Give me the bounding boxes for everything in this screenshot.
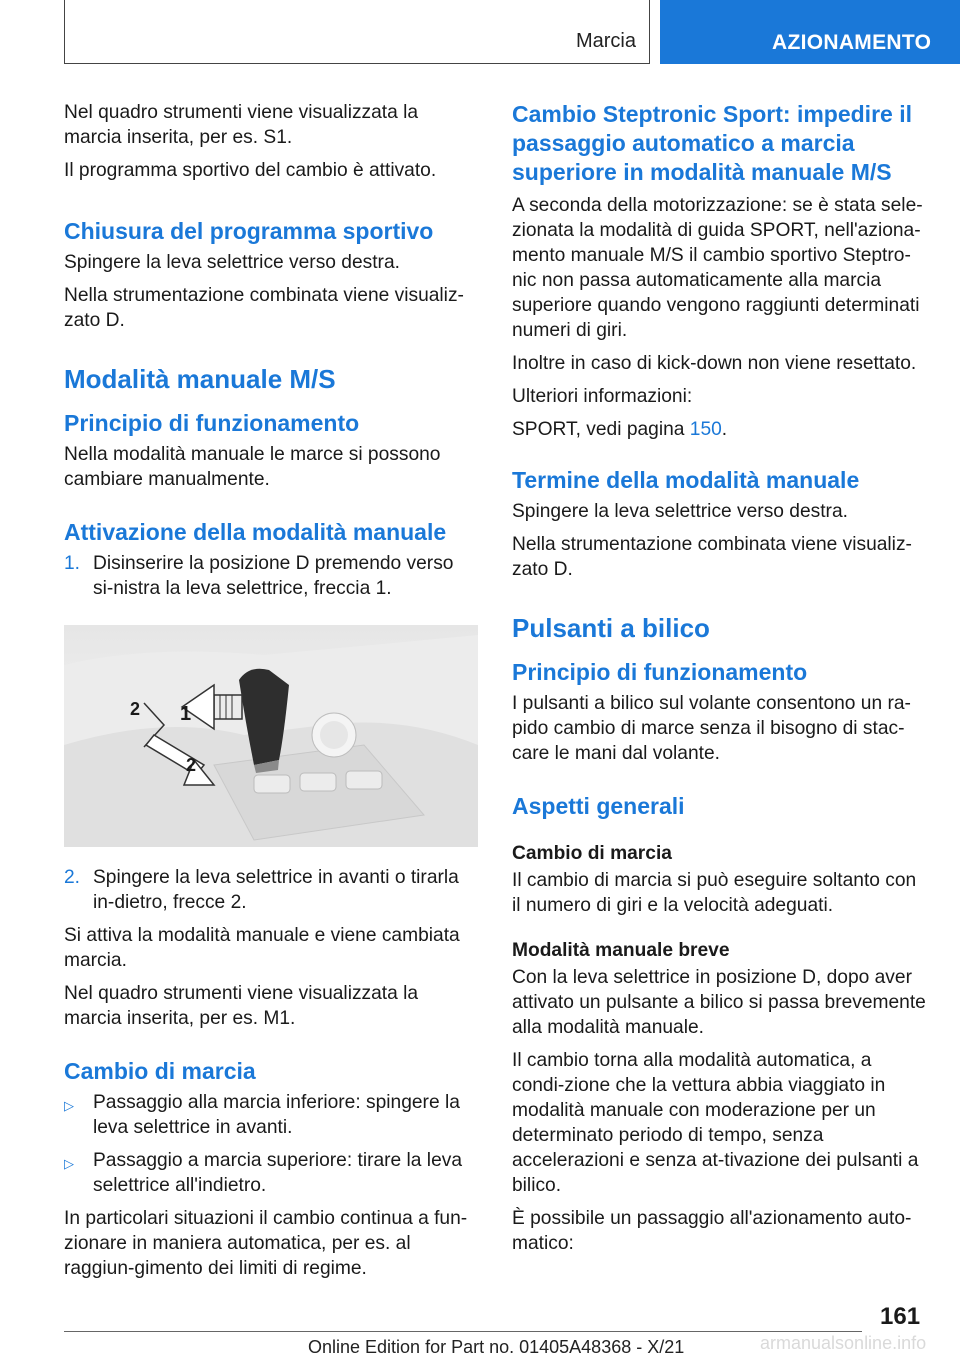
heading-principio: Principio di funzionamento (512, 659, 808, 685)
paragraph: Nel quadro strumenti viene visualizzata la marcia inserita, per es. M1. (64, 983, 419, 1029)
figure-label-2-bottom: 2 (186, 755, 197, 775)
triangle-bullet-icon: ▷ (64, 1098, 74, 1113)
reference-text: SPORT, vedi pagina (512, 419, 685, 440)
paragraph: Nella modalità manuale le marce si possono cambiare manualmente. (64, 444, 441, 490)
heading-modalita-manuale: Modalità manuale M/S (64, 364, 336, 394)
bullet-item (64, 1148, 476, 1198)
reference-end: . (721, 419, 728, 440)
step-text: Disinserire la posizione D premendo verso si-nistra la leva selettrice, freccia 1. (93, 553, 454, 599)
header-chapter-tab: AZIONAMENTO (660, 0, 960, 64)
footer-divider (64, 1331, 862, 1332)
bullet-item (64, 1090, 476, 1140)
paragraph: Spingere la leva selettrice verso destra. (64, 252, 400, 273)
step-text: Spingere la leva selettrice in avanti o tirarla in-dietro, frecce 2. (93, 867, 459, 913)
subheading-breve: Modalità manuale breve (512, 940, 730, 961)
header-section-title: Marcia (575, 30, 636, 52)
step-2 (64, 865, 476, 915)
heading-attivazione: Attivazione della modalità manuale (64, 519, 447, 545)
step-number: 2. (64, 867, 81, 888)
paragraph: Ulteriori informazioni: (512, 386, 693, 407)
bullet-text: Passaggio alla marcia inferiore: spingere la leva selettrice in avanti. (93, 1092, 460, 1138)
heading-aspetti: Aspetti generali (512, 793, 685, 819)
step-1 (64, 551, 476, 601)
bullet-text: Passaggio a marcia superiore: tirare la leva selettrice all'indietro. (93, 1150, 463, 1196)
header-frame (64, 0, 650, 64)
page-link[interactable]: 150 (689, 419, 722, 440)
paragraph: È possibile un passaggio all'azionamento auto-matico: (512, 1208, 912, 1254)
page-number: 161 (880, 1303, 921, 1330)
gear-selector-illustration (64, 625, 478, 847)
heading-chiusura: Chiusura del programma sportivo (64, 218, 434, 244)
figure-label-1: 1 (180, 703, 192, 725)
paragraph: Inoltre in caso di kick-down non viene resettato. (512, 353, 917, 374)
paragraph: Nella strumentazione combinata viene visualiz-zato D. (512, 534, 912, 580)
right-column (512, 100, 928, 1264)
paragraph: Nella strumentazione combinata viene visualiz-zato D. (64, 285, 464, 331)
triangle-bullet-icon: ▷ (64, 1156, 74, 1171)
cross-reference (512, 417, 928, 442)
paragraph: Il cambio torna alla modalità automatica, a condi-zione che la vettura abbia viaggiato in modalità manuale con moderazione per un determinato periodo di tempo, senza accelerazioni e senza at-tivazione dei pulsanti a bilico. (512, 1050, 919, 1196)
paragraph: Si attiva la modalità manuale e viene cambiata marcia. (64, 925, 460, 971)
paragraph: Il cambio di marcia si può eseguire soltanto con il numero di giri e la velocità adeguati. (512, 870, 917, 916)
paragraph: A seconda della motorizzazione: se è stata sele-zionata la modalità di guida SPORT, nell'aziona-mento manuale M/S il cambio sportivo Steptro-nic non passa automaticamente alla marcia superiore quando vengono raggiunti determinati numeri di giri. (512, 195, 923, 341)
heading-pulsanti: Pulsanti a bilico (512, 613, 710, 643)
paragraph: Nel quadro strumenti viene visualizzata la marcia inserita, per es. S1. (64, 102, 419, 148)
paragraph: I pulsanti a bilico sul volante consentono un ra-pido cambio di marce senza il bisogno di stac-care le mani dal volante. (512, 693, 911, 764)
heading-cambio-di-marcia: Cambio di marcia (64, 1058, 256, 1084)
heading-termine: Termine della modalità manuale (512, 467, 860, 493)
gear-selector-figure (64, 625, 478, 847)
watermark: armanualsonline.info (760, 1333, 927, 1353)
subheading-cambio: Cambio di marcia (512, 843, 672, 864)
paragraph: Il programma sportivo del cambio è attivato. (64, 160, 437, 181)
left-column (64, 100, 476, 1289)
paragraph: Spingere la leva selettrice verso destra. (512, 501, 848, 522)
heading-steptronic: Cambio Steptronic Sport: impedire il passaggio automatico a marcia superiore in modalità manuale M/S (512, 101, 912, 185)
step-number: 1. (64, 553, 81, 574)
paragraph: Con la leva selettrice in posizione D, dopo aver attivato un pulsante a bilico si passa brevemente alla modalità manuale. (512, 967, 926, 1038)
paragraph: In particolari situazioni il cambio continua a fun-zionare in maniera automatica, per es. al raggiun-gimento dei limiti di regime. (64, 1208, 468, 1279)
heading-principio: Principio di funzionamento (64, 410, 360, 436)
footer-edition: Online Edition for Part no. 01405A48368 - X/21 (308, 1337, 685, 1357)
figure-label-2-top: 2 (130, 699, 141, 719)
